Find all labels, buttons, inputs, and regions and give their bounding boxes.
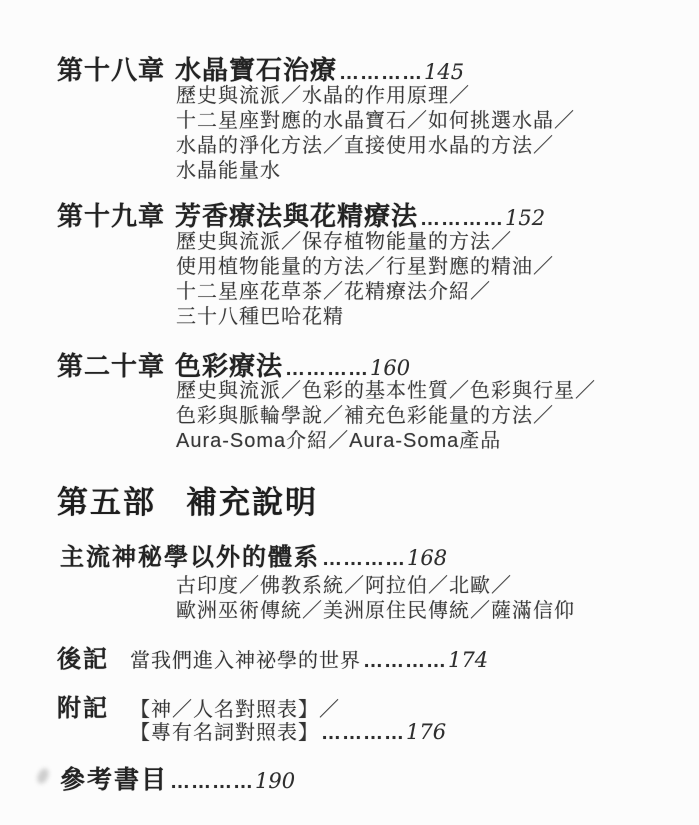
appendix-label: 附記 [57,695,109,722]
chapter-label: 第二十章 [57,351,166,381]
part-title: 補充說明 [186,485,318,520]
leader-dots: ………… [322,548,406,570]
topic-line: Aura-Soma介紹／Aura-Soma產品 [176,430,502,452]
page-number: 176 [406,720,447,744]
chapter-label: 第十九章 [57,201,166,231]
chapter-title: 芳香療法與花精療法 [175,201,419,231]
topic-line: 歷史與流派／保存植物能量的方法／ [176,231,512,253]
epilogue-label: 後記 [57,646,109,673]
topic-line: 色彩與脈輪學說／補充色彩能量的方法／ [176,405,554,427]
extra-section-row [60,537,447,572]
appendix-line2: 【專有名詞對照表】 [130,722,319,744]
topic-line: 歷史與流派／色彩的基本性質／色彩與行星／ [176,380,596,402]
leader-dots: ………… [420,208,505,230]
chapter-row-20 [57,346,410,383]
chapter-row-19 [57,196,545,233]
topic-line: 十二星座對應的水晶寶石／如何挑選水晶／ [176,110,575,132]
topic-line: 使用植物能量的方法／行星對應的精油／ [176,256,554,278]
chapter-title: 水晶寶石治療 [175,55,338,85]
page-number: 174 [448,648,489,672]
appendix-line1: 【神／人名對照表】／ [130,699,340,721]
chapter-topics-18 [176,84,575,184]
leader-dots: ………… [363,650,447,672]
topic-line: 歐洲巫術傳統／美洲原住民傳統／薩滿信仰 [176,600,575,622]
part-heading [57,477,318,522]
epilogue-row [57,639,488,674]
page-number: 168 [407,546,448,570]
chapter-row-18 [57,50,464,87]
topic-line: 三十八種巴哈花精 [176,306,344,328]
topic-line: 十二星座花草茶／花精療法介紹／ [176,281,491,303]
topic-line: 水晶的淨化方法／直接使用水晶的方法／ [176,135,554,157]
leader-dots: ………… [285,358,370,380]
page-number: 160 [370,356,411,380]
section-title: 主流神秘學以外的體系 [60,544,320,571]
extra-section-topics [176,574,575,624]
leader-dots: ………… [170,771,255,793]
appendix-row-2 [130,716,446,745]
chapter-topics-19 [176,230,554,330]
page-number: 152 [505,206,546,230]
chapter-topics-20 [176,379,596,454]
topic-line: 歷史與流派／水晶的作用原理／ [176,85,470,107]
bibliography-title: 參考書目 [60,766,169,794]
chapter-label: 第十八章 [57,55,166,85]
page-number: 190 [255,769,296,793]
bibliography-row [60,760,295,796]
topic-line: 古印度／佛教系統／阿拉伯／北歐／ [176,575,512,597]
page-number: 145 [424,60,465,84]
topic-line: 水晶能量水 [176,160,281,182]
leader-dots: ………… [339,62,424,84]
chapter-title: 色彩療法 [175,351,284,381]
scan-smudge [35,767,51,786]
part-number: 第五部 [57,485,156,520]
leader-dots: ………… [321,722,405,744]
epilogue-title: 當我們進入神祕學的世界 [130,650,361,672]
